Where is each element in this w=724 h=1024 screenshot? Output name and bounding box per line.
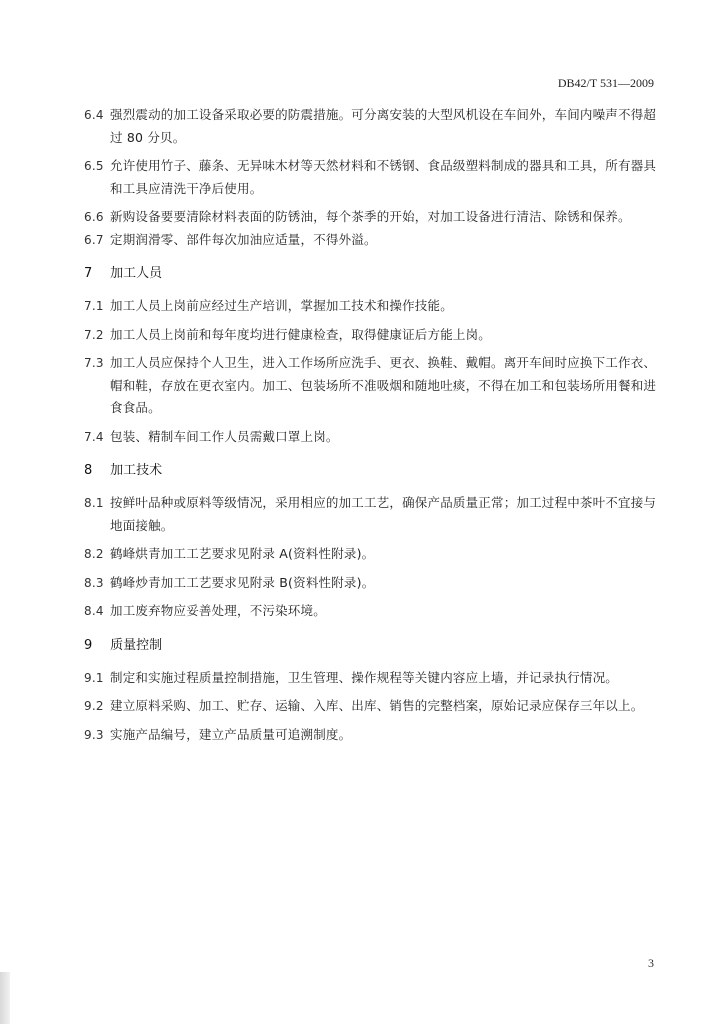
clause-7-4	[84, 426, 658, 449]
section-title: 质量控制	[110, 637, 163, 653]
clause-number: 7.2	[84, 327, 104, 342]
clause-number: 8.3	[84, 575, 104, 590]
clause-number: 7.3	[84, 356, 104, 370]
clause-number: 9.3	[84, 727, 104, 742]
clause-text: 制定和实施过程质量控制措施，卫生管理、操作规程等关键内容应上墙，并记录执行情况。	[110, 669, 619, 685]
clause-number: 8.4	[84, 604, 104, 618]
clause-9-3	[84, 724, 658, 747]
clause-number: 9.1	[84, 670, 104, 685]
clause-6-6	[84, 206, 658, 229]
section-number: 8	[84, 463, 93, 478]
clause-number: 6.6	[84, 210, 104, 224]
clause-text: 加工人员上岗前和每年度均进行健康检查，取得健康证后方能上岗。	[110, 326, 492, 342]
clause-number: 6.7	[84, 232, 104, 247]
clause-text: 强烈震动的加工设备采取必要的防震措施。可分离安装的大型风机设在车间外，车间内噪声不得超过 80 分贝。	[110, 107, 657, 145]
page-number: 3	[648, 956, 654, 970]
clause-number: 9.2	[84, 699, 104, 713]
clause-text: 实施产品编号，建立产品质量可追溯制度。	[110, 726, 352, 742]
section-title: 加工人员	[110, 266, 163, 281]
clause-number: 6.4	[84, 108, 104, 122]
clause-8-3	[84, 572, 658, 595]
clause-number: 7.4	[84, 429, 104, 444]
clause-6-5	[84, 155, 658, 200]
section-title: 加工技术	[110, 463, 163, 478]
document-body	[84, 104, 658, 746]
section-number: 7	[84, 266, 93, 281]
scan-edge-shadow	[0, 972, 10, 1024]
clause-8-1	[84, 492, 658, 537]
clause-text: 包装、精制车间工作人员需戴口罩上岗。	[110, 428, 339, 444]
section-number: 9	[84, 637, 93, 653]
clause-9-2	[84, 695, 658, 718]
clause-6-4	[84, 104, 658, 149]
clause-7-1	[84, 295, 658, 318]
clause-text: 加工人员应保持个人卫生，进入工作场所应洗手、更衣、换鞋、戴帽。离开车间时应换下工作衣、帽和鞋，存放在更衣室内。加工、包装场所不准吸烟和随地吐痰，不得在加工和包装场所用餐和进食食品。	[110, 355, 657, 415]
clause-7-3	[84, 352, 658, 420]
clause-7-2	[84, 324, 658, 347]
section-heading-8	[84, 460, 658, 482]
clause-text: 定期润滑零、部件每次加油应适量，不得外溢。	[110, 231, 377, 247]
clause-text: 允许使用竹子、藤条、无异味木材等天然材料和不锈钢、食品级塑料制成的器具和工具，所有器具和工具应清洗干净后使用。	[110, 158, 657, 196]
clause-number: 7.1	[84, 299, 104, 313]
clause-6-7	[84, 229, 658, 252]
clause-number: 8.1	[84, 496, 104, 510]
document-code: DB42/T 531—2009	[557, 76, 654, 90]
clause-8-4	[84, 600, 658, 623]
clause-text: 加工人员上岗前应经过生产培训，掌握加工技术和操作技能。	[110, 298, 453, 313]
clause-8-2	[84, 543, 658, 566]
section-heading-7	[84, 263, 658, 285]
clause-number: 6.5	[84, 159, 104, 173]
section-heading-9	[84, 635, 658, 657]
clause-9-1	[84, 667, 658, 690]
clause-text: 鹤峰烘青加工工艺要求见附录 A(资料性附录)。	[110, 546, 375, 561]
clause-text: 按鲜叶品种或原料等级情况，采用相应的加工工艺，确保产品质量正常；加工过程中茶叶不宜接与地面接触。	[110, 495, 657, 533]
clause-text: 建立原料采购、加工、贮存、运输、入库、出库、销售的完整档案，原始记录应保存三年以上。	[110, 698, 644, 713]
clause-text: 加工废弃物应妥善处理，不污染环境。	[110, 603, 326, 618]
clause-text: 新购设备要要清除材料表面的防锈油，每个茶季的开始，对加工设备进行清洁、除锈和保养。	[110, 209, 631, 224]
clause-text: 鹤峰炒青加工工艺要求见附录 B(资料性附录)。	[110, 574, 375, 590]
clause-number: 8.2	[84, 547, 104, 561]
